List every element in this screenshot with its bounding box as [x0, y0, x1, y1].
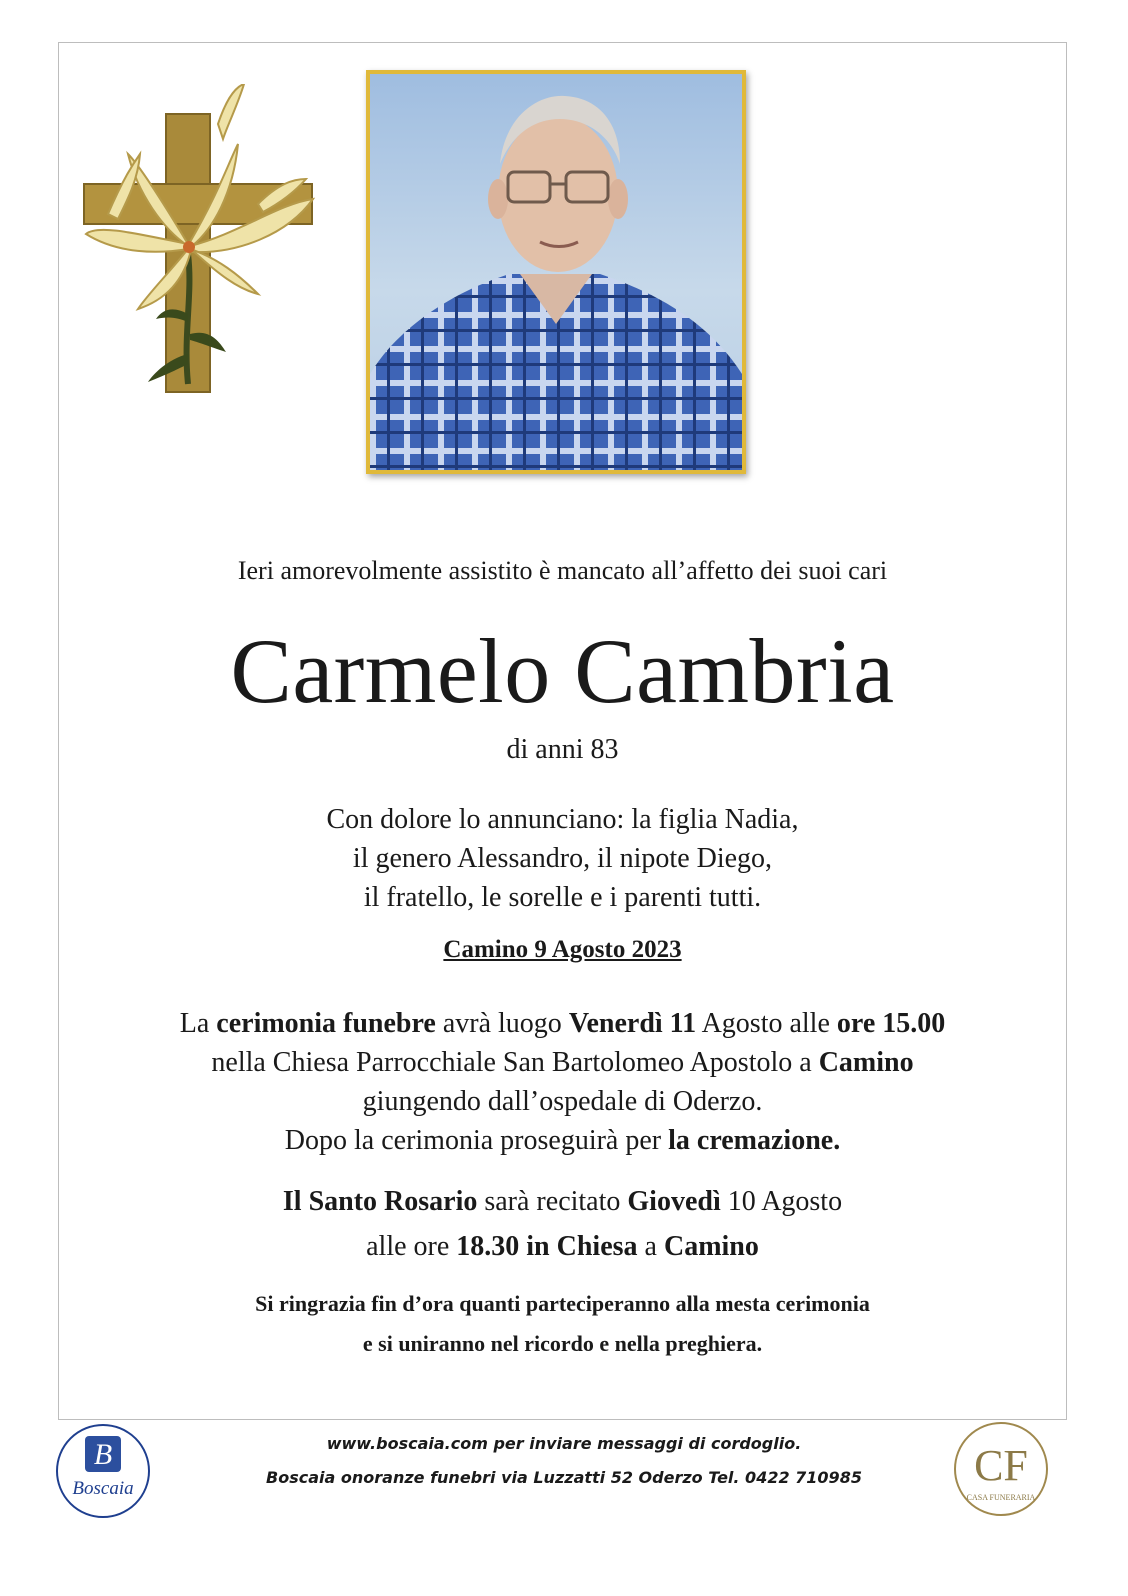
ceremony-line: giungendo dall’ospedale di Oderzo. [362, 1086, 763, 1117]
ceremony-line: Dopo la cerimonia proseguirà per la cremazione. [284, 1125, 841, 1156]
place-date: Camino 9 Agosto 2023 [443, 936, 682, 963]
footer-website[interactable]: www.boscaia.com per inviare messaggi di cordoglio. [326, 1434, 802, 1453]
footer-address: Boscaia onoranze funebri via Luzzatti 52 Oderzo Tel. 0422 710985 [266, 1468, 862, 1487]
ceremony-line: La cerimonia funebre avrà luogo Venerdì 11 Agosto alle ore 15.00 [179, 1008, 946, 1039]
announcement-line: il genero Alessandro, il nipote Diego, [352, 843, 773, 874]
ceremony-line: nella Chiesa Parrocchiale San Bartolomeo Apostolo a Camino [211, 1047, 914, 1078]
boscaia-logo-text: Boscaia [72, 1478, 134, 1499]
deceased-name: Carmelo Cambria [230, 620, 895, 722]
thanks-block [58, 1284, 1067, 1364]
thanks-line: Si ringrazia fin d’ora quanti parteciperanno alla mesta cerimonia [255, 1291, 870, 1316]
rosary-line: alle ore 18.30 in Chiesa a Camino [366, 1231, 759, 1262]
age-text: di anni 83 [506, 734, 619, 765]
intro-text: Ieri amorevolmente assistito è mancato all’affetto dei suoi cari [237, 556, 888, 585]
casa-funeraria-monogram: CF [974, 1441, 1028, 1490]
announcement-line: il fratello, le sorelle e i parenti tutti. [363, 882, 762, 913]
announcement-block [58, 800, 1067, 917]
portrait-photo [366, 70, 746, 474]
boscaia-logo-monogram: B [93, 1438, 113, 1471]
boscaia-logo [54, 1422, 152, 1520]
rosary-block [58, 1179, 1067, 1269]
thanks-line: e si uniranno nel ricordo e nella preghiera. [362, 1331, 763, 1356]
casa-funeraria-text: CASA FUNERARIA [966, 1493, 1036, 1502]
announcement-line: Con dolore lo annunciano: la figlia Nadia, [326, 804, 799, 835]
cross-with-lilies-icon [78, 84, 318, 396]
rosary-line: Il Santo Rosario sarà recitato Giovedì 10 Agosto [282, 1186, 843, 1217]
casa-funeraria-logo [952, 1420, 1050, 1518]
ceremony-block [58, 1004, 1067, 1160]
